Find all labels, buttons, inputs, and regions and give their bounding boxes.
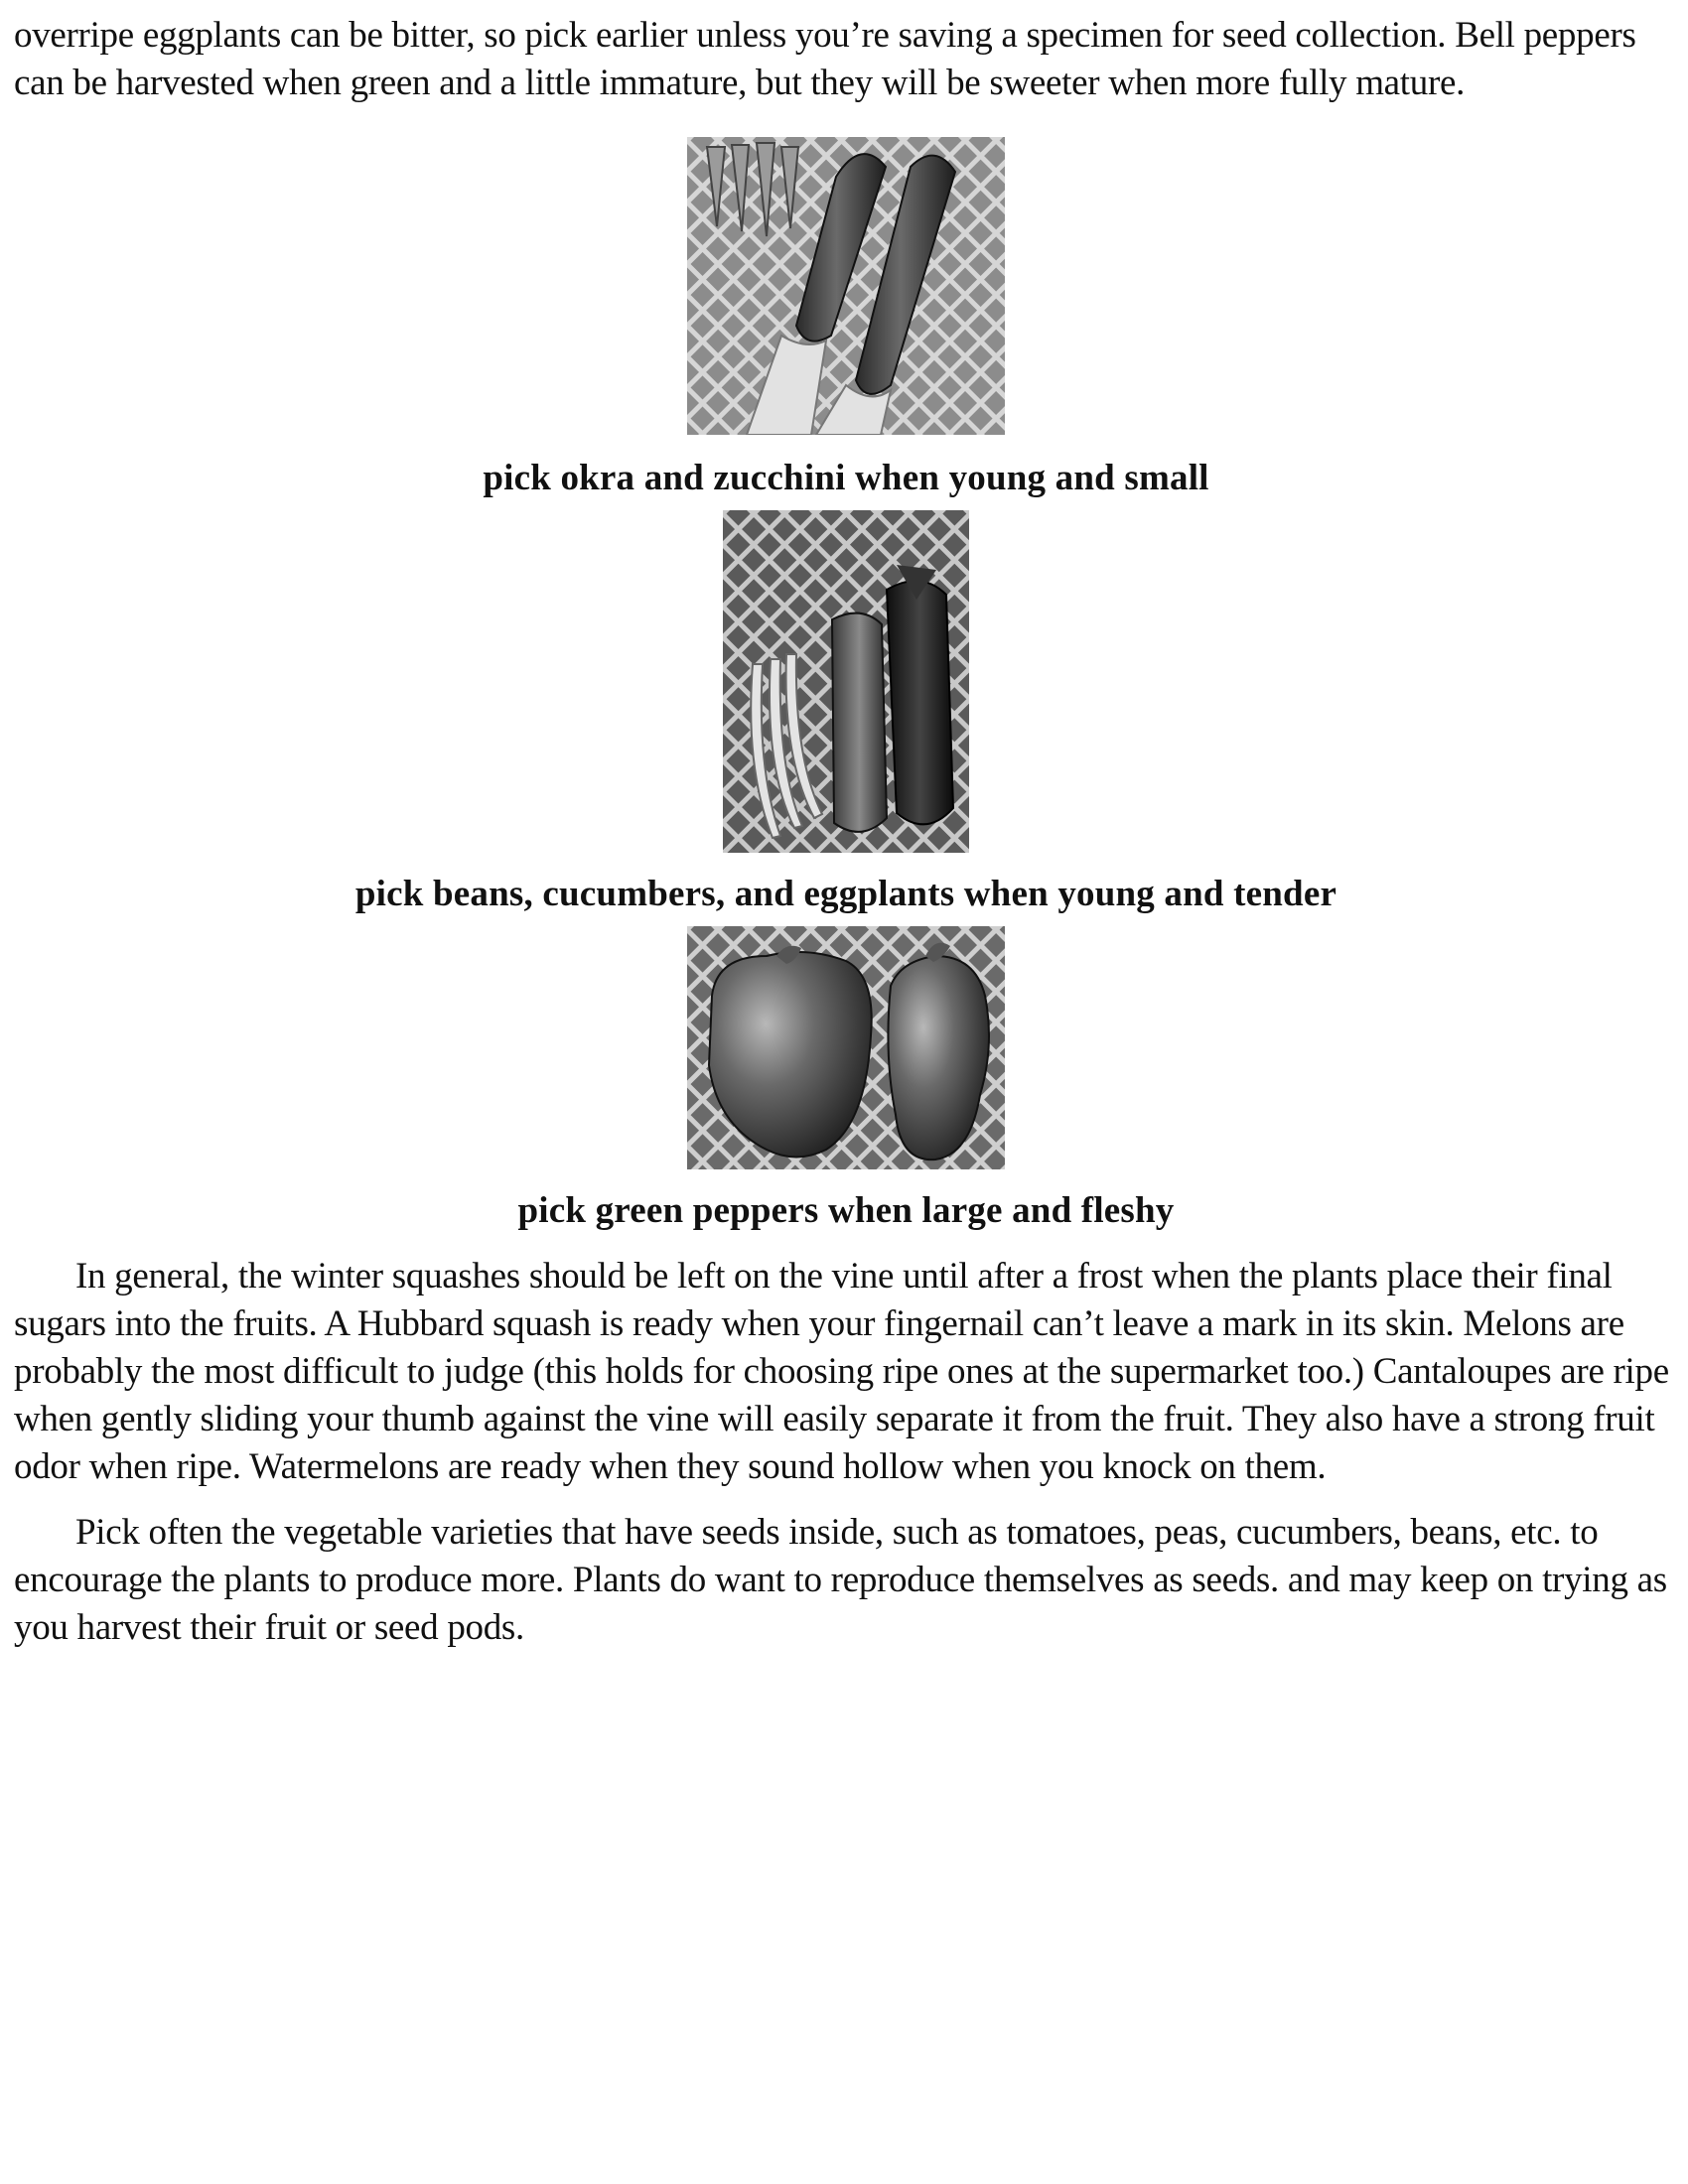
figure-caption-green-peppers: pick green peppers when large and fleshy	[517, 1190, 1175, 1231]
intro-paragraph: overripe eggplants can be bitter, so pick earlier unless you’re saving a specimen for seed collection. Bell peppers can be harvested when green and a little immature, but they will be sweeter when more fully mature.	[14, 15, 1636, 103]
body-paragraph-pick-often: Pick often the vegetable varieties that have seeds inside, such as tomatoes, peas, cucumbers, beans, etc. to encourage the plants to produce more. Plants do want to reproduce themselves as seeds. and may keep on trying as you harvest their fruit or seed pods.	[14, 1512, 1667, 1648]
body-paragraph-squash-melons: In general, the winter squashes should be left on the vine until after a frost when the plants place their final sugars into the fruits. A Hubbard squash is ready when your fingernail can’t leave a mark in its skin. Melons are probably the most difficult to judge (this holds for choosing ripe ones at the supermarket too.) Cantaloupes are ripe when gently sliding your thumb against the vine will easily separate it from the fruit. They also have a strong fruit odor when ripe. Watermelons are ready when they sound hollow when you knock on them.	[14, 1256, 1669, 1487]
green-peppers-photo	[687, 926, 1005, 1169]
figure-caption-okra-zucchini: pick okra and zucchini when young and small	[483, 458, 1209, 498]
document-page	[14, 12, 1678, 1652]
okra-zucchini-photo	[687, 137, 1005, 435]
figure-caption-beans-cucumber-eggplant: pick beans, cucumbers, and eggplants when young and tender	[354, 874, 1337, 914]
beans-cucumber-eggplant-photo	[723, 510, 969, 853]
